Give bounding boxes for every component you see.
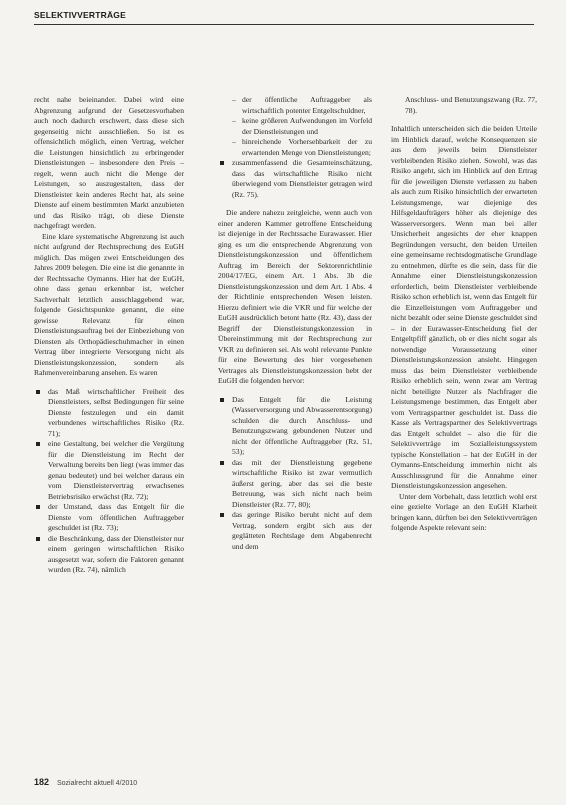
journal-name: Sozialrecht aktuell 4/2010 bbox=[56, 780, 138, 787]
header-rule bbox=[34, 24, 534, 25]
bullet-list bbox=[34, 387, 184, 576]
running-header: SELEKTIVVERTRÄGE bbox=[34, 10, 126, 20]
paragraph: Inhaltlich unterscheiden sich die beiden Urteile im Hinblick darauf, welche Konsequenzen sie aus dem jeweils beim Dienstleister verbleibenden Risiko ziehen. Sowohl, was das Risiko angeht, sich im Hinblick auf den Ertrag für die jeweiligen Dienste verlassen zu haben als auch zum Risiko hinsichtlich der erwarteten Leistungsmenge, war diejenige des Hilfsgeldaufträgers höher als diejenige des Wasserversorgers. Wenn man bei aller Unsicherheit angesichts der eher knappen Begründungen versucht, den beiden Urteilen eine gemeinsame rechtsdogmatische Grundlage zu entnehmen, dürfte es die sein, dass für die Annahme einer Dienstleistungskonzession erforderlich, beim Dienstleister verbleibende Risiko schon erheblich ist, wenn das Entgelt für die Einzelleistungen vom Auftraggeber und nicht bezahlt oder seine Dienste geschuldet sind – in der Eurawasser-Entscheidung fiel der Entgeltpfiff gänzlich, ob er dies nicht sogar als notwendige Voraussetzung einer Dienstleistungskonzession ansieht. Hingegen muss das beim Dienstleister verbleibende Risiko erheblich sein, wenn zwar am Vertrag nicht beteiligte Nutzer als Nachfrager die Leistungsmenge bestimmen, das Entgelt aber vom Vertragspartner geschuldet ist. Dass die Kasse als Vertragspartner des Selektivvertrags das Entgelt schuldet – also die für die Selektivverträge im Sozialleistungssystem typische Konstellation – hat der EuGH in der Oymanns-Entscheidung immerhin nicht als Ausschlussgrund für die Annahme einer Dienstleistungskonzession angesehen. bbox=[391, 124, 537, 490]
list-item: Das Entgelt für die Leistung (Wasserversorgung und Abwasserentsorgung) schulden die durch Anschluss- und Benutzungszwang gebundenen Nutzer und nicht der öffentliche Auftraggeber (Rz. 51, 53); bbox=[218, 395, 372, 458]
list-item: das mit der Dienstleistung gegebene wirtschaftliche Risiko ist zwar vermutlich äußerst gering, aber das sei die beste Betreuung, was sich nicht nach beim Dienstleister (Rz. 77, 80); bbox=[218, 458, 372, 511]
paragraph: Eine klare systematische Abgrenzung ist auch nicht aufgrund der Rechtsprechung des EuGH möglich. Das mögen zwei Entscheidungen des Jahres 2009 belegen. Die eine ist die genannte in der Rechtssache Oymanns. Hier hat der EuGH, ohne dass genau erkennbar ist, welcher Sachverhalt letztlich ausschlaggebend war, folgende Gesichtspunkte genannt, die eine gewisse Relevanz für einen Dienstleistungsauftrag bei der Einbeziehung von Diensten als Orthopädieschuhmacher in einen Vertrag über integrierte Versorgung nicht als Dienstleistungskonzession, sondern als Rahmenvereinbarung ansehen. Es waren bbox=[34, 231, 184, 377]
list-item: der Umstand, dass das Entgelt für die Dienste vom öffentlichen Auftraggeber geschuldet ist (Rz. 73); bbox=[34, 502, 184, 534]
list-item: die Beschränkung, dass der Dienstleister nur einem geringen wirtschaftlichen Risiko ausgesetzt war, sofern die Faktoren genannt wurden (Rz. 74), nämlich bbox=[34, 534, 184, 576]
page-number: 182 bbox=[34, 777, 50, 787]
column-1 bbox=[34, 95, 184, 576]
paragraph: Anschluss- und Benutzungszwang (Rz. 77, 78). bbox=[405, 95, 537, 115]
list-item: das Maß wirtschaftlicher Freiheit des Dienstleisters, selbst Bedingungen für seine Dienste festzulegen und ein damit verbundenes wirtschaftliches Risiko (Rz. 71); bbox=[34, 387, 184, 440]
paragraph: Unter dem Vorbehalt, dass letztlich wohl erst eine gezielte Vorlage an den EuGH Klarheit bringen kann, dürften bei den Selektivverträgen folgende Aspekte relevant sein: bbox=[391, 491, 537, 532]
paragraph: recht nahe beieinander. Dabei wird eine Abgrenzung aufgrund der Gesetzesvorhaben auch noch dadurch erschwert, dass diese sich gegenseitig nicht ausschließen. So ist es offensichtlich möglich, einen Vertrag, welcher die Leistungen hinsichtlich zu erbringender Dienstleistungen – insbesondere den Preis – regelt, wenn auch nicht die Menge der Leistungen, so auszugestalten, dass der Dienstleister kein anderes Recht hat, als seine Dienste auf einem bestimmten Markt anzubieten und das Risiko trägt, ob diese Dienste nachgefragt werden. bbox=[34, 95, 184, 230]
list-item: – der öffentliche Auftraggeber als wirtschaftlich potenter Entgeltschuldner, bbox=[232, 95, 372, 116]
column-3 bbox=[391, 95, 537, 534]
page-footer bbox=[34, 777, 534, 787]
list-item: das geringe Risiko beruht nicht auf dem Vertrag, sondern ergibt sich aus der geglätteten Rechtslage dem Abgabenrecht und dem bbox=[218, 510, 372, 552]
column-2 bbox=[218, 95, 372, 552]
list-item: eine Gestaltung, bei welcher die Vergütung für die Dienstleistung im Recht der Verwaltung bereits ben liegt (was immer das genau bedeutet) und bei welcher daraus ein vom Dienstleistervertrag erwachsenes Betriebsrisiko erwächst (Rz. 72); bbox=[34, 439, 184, 502]
list-item: – hinreichende Vorhersehbarkeit der zu erwartenden Menge von Dienstleistungen; bbox=[232, 137, 372, 158]
list-item: – keine größeren Aufwendungen im Vorfeld der Dienstleistungen und bbox=[232, 116, 372, 137]
list-item: zusammenfassend die Gesamteinschätzung, dass das wirtschaftliche Risiko nicht überwiegend vom Dienstleister getragen wird (Rz. 75). bbox=[218, 158, 372, 200]
bullet-list bbox=[218, 158, 372, 200]
dash-list bbox=[218, 95, 372, 158]
bullet-list bbox=[218, 395, 372, 553]
paragraph: Die andere nahezu zeitgleiche, wenn auch von einer anderen Kammer getroffene Entscheidung ist diejenige in der Rechtssache Eurawasser. Hier ging es um die entsprechende Abgrenzung von Dienstleistungskonzession und öffentlichem Auftrag im Bereich der Sektorenrichtlinie 2004/17/EG, einem Art. 1 Abs. 3b die Dienstleistungskonzession und dem Art. 1 Abs. 4 der Richtlinie entsprechenden Wesen leisten. Hierzu definiert wie die VKR und für welche der EuGH ausdrücklich betont hatte (Rz. 43), dass der Begriff der Dienstleistungskonzession in Übereinstimmung mit der Rechtsprechung zur VKR zu definieren sei. Als wohl relevante Punkte für eine Bewertung des hier vorgesehenen Vertrages als Dienstleistungskonzession hebt der EuGH die folgenden hervor: bbox=[218, 208, 372, 385]
